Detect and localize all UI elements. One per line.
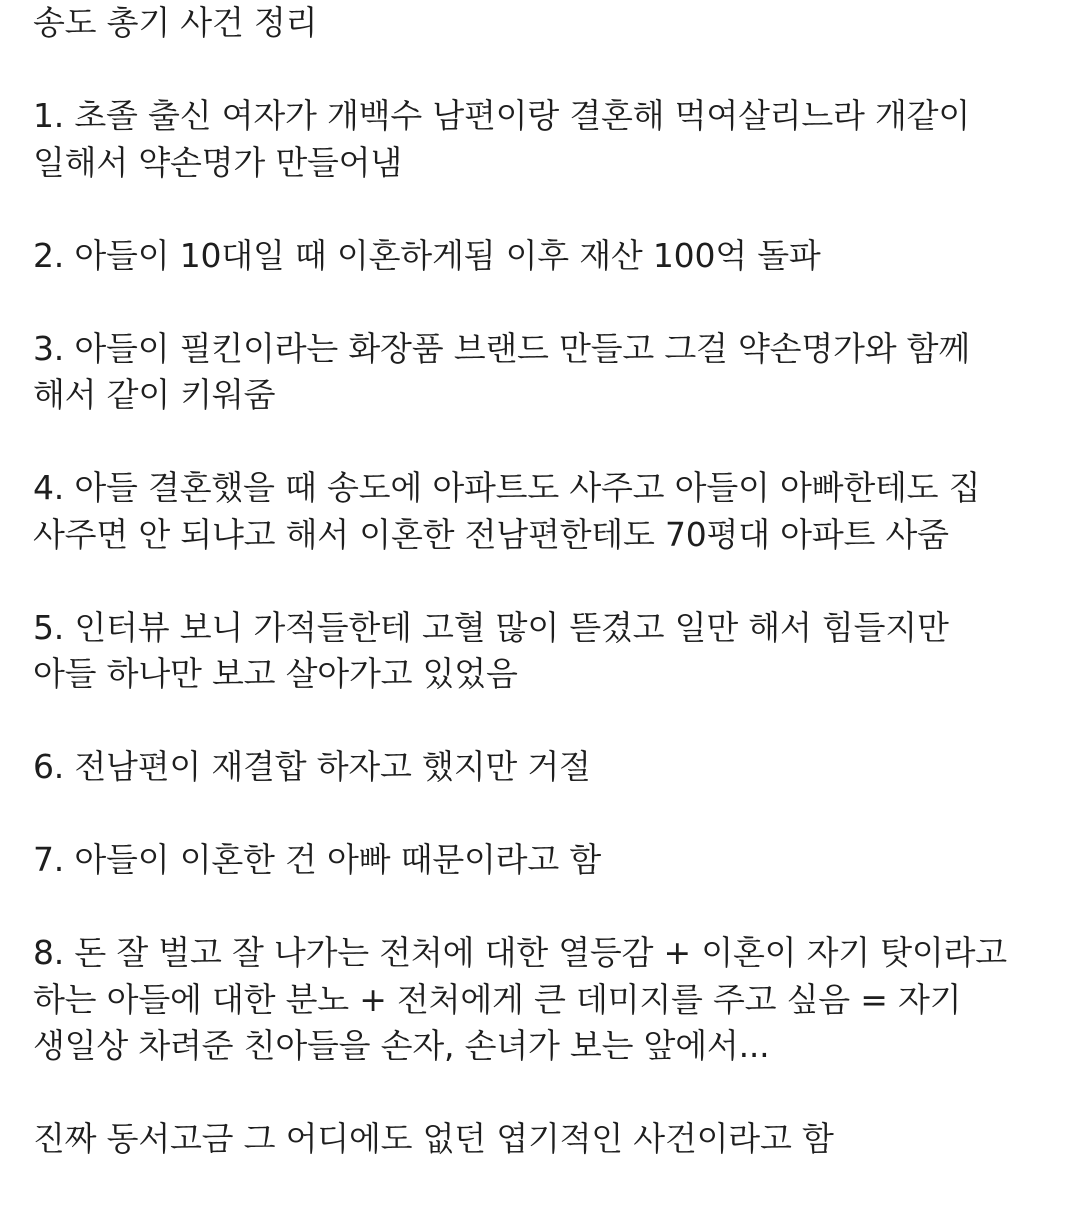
blank-line bbox=[33, 419, 1063, 466]
item-3-line-1: 3. 아들이 필킨이라는 화장품 브랜드 만들고 그걸 약손명가와 함께 bbox=[33, 328, 971, 368]
blank-line bbox=[33, 791, 1063, 838]
item-6-line-1: 6. 전남편이 재결합 하자고 했지만 거절 bbox=[33, 747, 591, 786]
closing-line: 진짜 동서고금 그 어디에도 없던 엽기적인 사건이라고 함 bbox=[33, 1119, 834, 1158]
item-7-line-1: 7. 아들이 이혼한 건 아빠 때문이라고 함 bbox=[33, 840, 601, 879]
item-8-line-3: 생일상 차려준 친아들을 손자, 손녀가 보는 앞에서... bbox=[33, 1026, 770, 1065]
blank-line bbox=[33, 47, 1063, 94]
item-8-line-2: 하는 아들에 대한 분노 + 전처에게 큰 데미지를 주고 싶음 = 자기 bbox=[33, 979, 962, 1019]
item-8-line-1: 8. 돈 잘 벌고 잘 나가는 전처에 대한 열등감 + 이혼이 자기 탓이라고 bbox=[33, 933, 1007, 972]
blank-line bbox=[33, 279, 1063, 326]
item-2-line-1: 2. 아들이 10대일 때 이혼하게됨 이후 재산 100억 돌파 bbox=[33, 235, 821, 275]
blank-line bbox=[33, 1070, 1063, 1117]
note-title: 송도 총기 사건 정리 bbox=[33, 3, 318, 42]
item-1-line-2: 일해서 약손명가 만들어냄 bbox=[33, 142, 403, 182]
blank-line bbox=[33, 558, 1063, 605]
item-4-line-1: 4. 아들 결혼했을 때 송도에 아파트도 사주고 아들이 아빠한테도 집 bbox=[33, 468, 981, 507]
item-5-line-1: 5. 인터뷰 보니 가적들한테 고혈 많이 뜯겼고 일만 해서 힘들지만 bbox=[33, 607, 949, 647]
blank-line bbox=[33, 698, 1063, 745]
item-3-line-2: 해서 같이 키워줌 bbox=[33, 375, 276, 414]
item-1-line-1: 1. 초졸 출신 여자가 개백수 남편이랑 결혼해 먹여살리느라 개같이 bbox=[33, 96, 971, 135]
item-4-line-2: 사주면 안 되냐고 해서 이혼한 전남편한테도 70평대 아파트 사줌 bbox=[33, 514, 949, 554]
blank-line bbox=[33, 884, 1063, 931]
item-5-line-2: 아들 하나만 보고 살아가고 있었음 bbox=[33, 654, 518, 693]
note-text bbox=[33, 0, 1063, 1163]
blank-line bbox=[33, 186, 1063, 233]
